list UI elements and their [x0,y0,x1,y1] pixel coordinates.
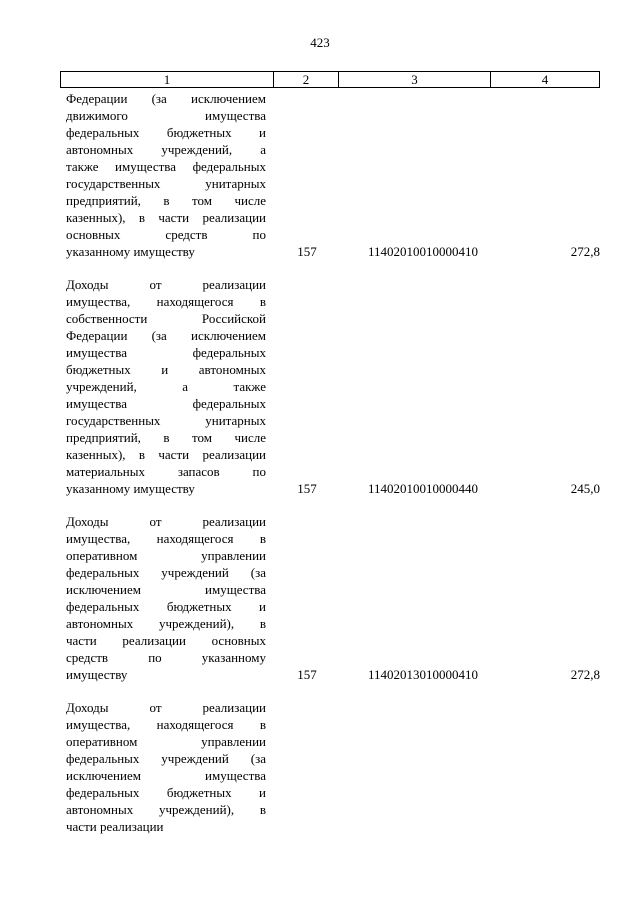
income-description-cell [66,90,266,260]
amount-cell: 272,8 [570,667,600,682]
description-line: Доходы от реализации [66,277,266,292]
description-line: имущества, находящегося в [66,717,266,732]
description-line: Доходы от реализации [66,514,266,529]
column-header-1: 1 [61,72,274,87]
description-line: основных средств по [66,227,266,242]
column-header-3: 3 [339,72,491,87]
description-line: федеральных учреждений (за [66,565,266,580]
description-line: федеральных учреждений (за [66,751,266,766]
description-line: указанному имуществу [66,481,195,496]
description-line: федеральных бюджетных и [66,125,266,140]
description-line: бюджетных и автономных [66,362,266,377]
table-row [66,513,600,683]
description-line: имущества, находящегося в [66,294,266,309]
description-line: оперативном управлении [66,734,266,749]
description-line: также имущества федеральных [66,159,266,174]
description-line: предприятий, в том числе [66,193,266,208]
description-line: казенных), в части реализации [66,447,266,462]
column-header-2: 2 [274,72,339,87]
table-header-row [60,71,600,88]
description-line: Доходы от реализации [66,700,266,715]
description-line: исключением имущества [66,582,266,597]
description-line: имущества, находящегося в [66,531,266,546]
description-line: имущества федеральных [66,345,266,360]
description-line: части реализации [66,819,164,834]
description-line: государственных унитарных [66,176,266,191]
description-line: имущества федеральных [66,396,266,411]
description-line: автономных учреждений), в [66,616,266,631]
description-line: оперативном управлении [66,548,266,563]
administrator-code-cell: 157 [297,244,317,259]
description-line: автономных учреждений), в [66,802,266,817]
description-line: средств по указанному [66,650,266,665]
budget-classification-code-cell: 11402010010000410 [367,244,479,259]
description-line: федеральных бюджетных и [66,785,266,800]
amount-cell: 272,8 [570,244,600,259]
description-line: исключением имущества [66,768,266,783]
description-line: материальных запасов по [66,464,266,479]
table-row [66,699,600,835]
description-line: государственных унитарных [66,413,266,428]
description-line: предприятий, в том числе [66,430,266,445]
table-body [66,90,600,851]
description-line: указанному имуществу [66,244,195,259]
description-line: казенных), в части реализации [66,210,266,225]
table-row [66,90,600,260]
description-line: автономных учреждений, а [66,142,266,157]
description-line: учреждений, а также [66,379,266,394]
description-line: собственности Российской [66,311,266,326]
page-number: 423 [310,35,330,50]
budget-classification-code-cell: 11402013010000410 [367,667,479,682]
table-row [66,276,600,497]
description-line: части реализации основных [66,633,266,648]
administrator-code-cell: 157 [297,481,317,496]
description-line: Федерации (за исключением [66,91,266,106]
description-line: движимого имущества [66,108,266,123]
column-header-4: 4 [541,72,549,87]
budget-classification-code-cell: 11402010010000440 [367,481,479,496]
description-line: имуществу [66,667,128,682]
administrator-code-cell: 157 [297,667,317,682]
income-description-cell [66,513,266,683]
description-line: Федерации (за исключением [66,328,266,343]
income-description-cell [66,276,266,497]
amount-cell: 245,0 [570,481,600,496]
description-line: федеральных бюджетных и [66,599,266,614]
income-description-cell [66,699,266,835]
